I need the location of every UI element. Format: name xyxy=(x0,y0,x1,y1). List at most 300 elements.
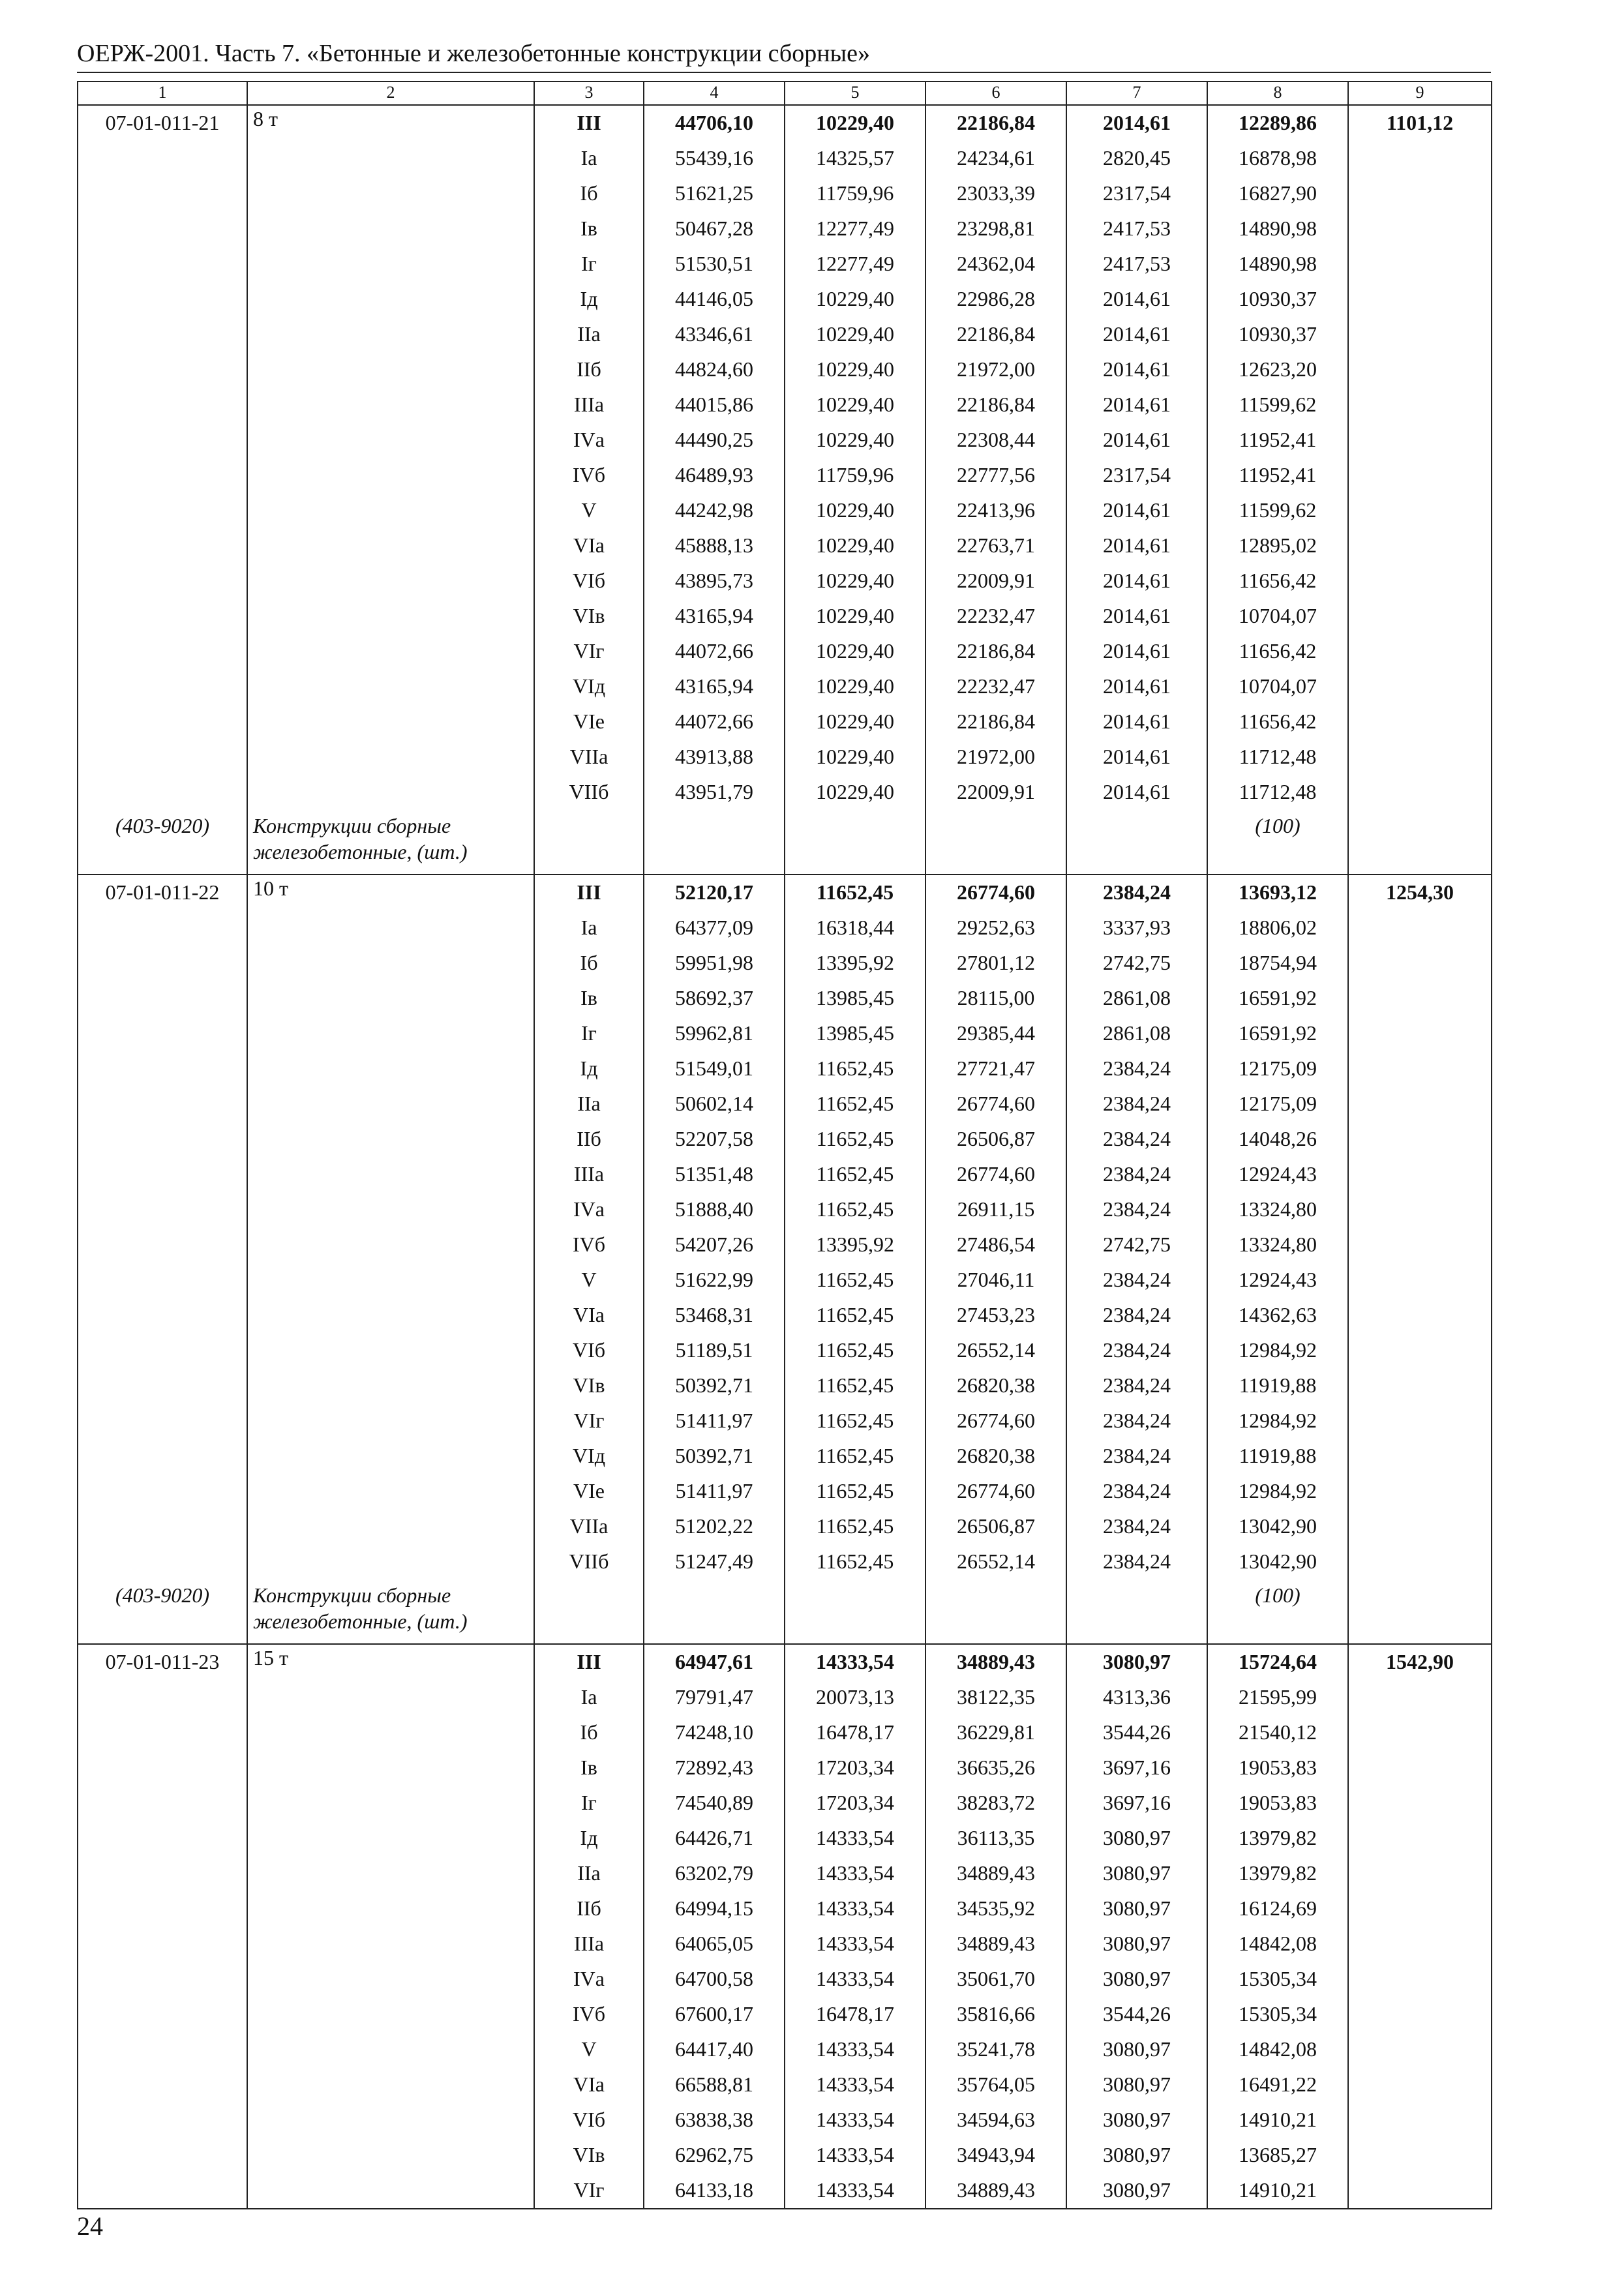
rate-code-cell xyxy=(78,1962,247,1997)
value-col-8: 11656,42 xyxy=(1207,634,1348,669)
zone-code: Iа xyxy=(534,910,644,946)
value-col-6: 35061,70 xyxy=(925,1962,1066,1997)
value-col-7: 4313,36 xyxy=(1066,1680,1207,1715)
col9-cell xyxy=(1348,2138,1492,2173)
zone-code: IIIа xyxy=(534,1157,644,1192)
rate-code-cell xyxy=(78,1227,247,1263)
rate-description-cell xyxy=(247,1051,534,1086)
rate-description-cell xyxy=(247,176,534,211)
value-col-7: 2317,54 xyxy=(1066,176,1207,211)
rate-code-cell xyxy=(78,2032,247,2067)
value-col-6: 34535,92 xyxy=(925,1891,1066,1926)
rate-code-cell xyxy=(78,1157,247,1192)
table-row xyxy=(78,946,1492,981)
col9-cell xyxy=(1348,775,1492,810)
zone-code: VIа xyxy=(534,528,644,563)
zone-code: III xyxy=(534,875,644,910)
col9-cell xyxy=(1348,1856,1492,1891)
value-col-4: 43165,94 xyxy=(644,599,785,634)
value-col-4: 72892,43 xyxy=(644,1750,785,1786)
zone-code: IIIа xyxy=(534,1926,644,1962)
empty-cell xyxy=(534,810,644,875)
rate-description-cell xyxy=(247,352,534,387)
table-row xyxy=(78,1227,1492,1263)
value-col-5: 14333,54 xyxy=(785,2138,925,2173)
table-row xyxy=(78,634,1492,669)
value-col-5: 11759,96 xyxy=(785,458,925,493)
table-body xyxy=(78,82,1492,2209)
column-number: 2 xyxy=(247,82,534,105)
value-col-8: 12289,86 xyxy=(1207,105,1348,141)
value-col-6: 22232,47 xyxy=(925,599,1066,634)
value-col-5: 16318,44 xyxy=(785,910,925,946)
zone-code: VIIб xyxy=(534,775,644,810)
value-col-6: 36113,35 xyxy=(925,1821,1066,1856)
value-col-8: 13324,80 xyxy=(1207,1227,1348,1263)
col9-cell xyxy=(1348,1403,1492,1439)
value-col-5: 10229,40 xyxy=(785,599,925,634)
value-col-6: 26911,15 xyxy=(925,1192,1066,1227)
page-header: ОЕРЖ-2001. Часть 7. «Бетонные и железобетонные конструкции сборные» xyxy=(77,40,870,67)
rate-code-cell xyxy=(78,1750,247,1786)
value-col-4: 64065,05 xyxy=(644,1926,785,1962)
value-col-5: 11652,45 xyxy=(785,1263,925,1298)
value-col-6: 22232,47 xyxy=(925,669,1066,704)
rate-code-cell xyxy=(78,1509,247,1544)
value-col-4: 64417,40 xyxy=(644,2032,785,2067)
zone-code: IIа xyxy=(534,1086,644,1122)
value-col-7: 2014,61 xyxy=(1066,563,1207,599)
value-col-7: 2384,24 xyxy=(1066,1403,1207,1439)
rate-description-cell xyxy=(247,528,534,563)
zone-code: VIIа xyxy=(534,740,644,775)
rate-description-cell xyxy=(247,1263,534,1298)
value-col-8: 14890,98 xyxy=(1207,211,1348,247)
value-col-4: 44490,25 xyxy=(644,423,785,458)
value-col-5: 13395,92 xyxy=(785,1227,925,1263)
table-row xyxy=(78,2102,1492,2138)
table-row xyxy=(78,458,1492,493)
value-col-5: 13985,45 xyxy=(785,1016,925,1051)
rate-description-cell xyxy=(247,1298,534,1333)
value-col-5: 10229,40 xyxy=(785,423,925,458)
col9-cell xyxy=(1348,1680,1492,1715)
rate-code-cell xyxy=(78,211,247,247)
value-col-6: 35816,66 xyxy=(925,1997,1066,2032)
value-col-5: 11652,45 xyxy=(785,1051,925,1086)
col9-cell xyxy=(1348,1891,1492,1926)
value-col-6: 34889,43 xyxy=(925,1644,1066,1680)
value-col-8: 21540,12 xyxy=(1207,1715,1348,1750)
zone-code: III xyxy=(534,1644,644,1680)
value-col-4: 51411,97 xyxy=(644,1403,785,1439)
rate-description-cell xyxy=(247,1368,534,1403)
value-col-8: 12984,92 xyxy=(1207,1474,1348,1509)
value-col-5: 10229,40 xyxy=(785,493,925,528)
value-col-8: 13979,82 xyxy=(1207,1856,1348,1891)
value-col-5: 11652,45 xyxy=(785,1333,925,1368)
value-col-8: 10930,37 xyxy=(1207,317,1348,352)
table-row xyxy=(78,599,1492,634)
rate-code-cell xyxy=(78,1997,247,2032)
value-col-4: 50392,71 xyxy=(644,1439,785,1474)
rate-description-cell xyxy=(247,1962,534,1997)
value-col-8: 11599,62 xyxy=(1207,493,1348,528)
rate-description-cell xyxy=(247,1474,534,1509)
rate-code-cell xyxy=(78,528,247,563)
rate-code-cell xyxy=(78,387,247,423)
value-col-8: 12895,02 xyxy=(1207,528,1348,563)
value-col-8: 16124,69 xyxy=(1207,1891,1348,1926)
table-row xyxy=(78,1086,1492,1122)
value-col-6: 35241,78 xyxy=(925,2032,1066,2067)
col9-cell xyxy=(1348,2102,1492,2138)
value-col-5: 11759,96 xyxy=(785,176,925,211)
value-col-8: 15724,64 xyxy=(1207,1644,1348,1680)
col9-cell xyxy=(1348,1544,1492,1579)
value-col-5: 11652,45 xyxy=(785,875,925,910)
value-col-6: 22308,44 xyxy=(925,423,1066,458)
table-row xyxy=(78,176,1492,211)
value-col-5: 14333,54 xyxy=(785,1891,925,1926)
resource-description: Конструкции сборные железобетонные, (шт.) xyxy=(247,1579,534,1644)
value-col-7: 3080,97 xyxy=(1066,2032,1207,2067)
col9-cell xyxy=(1348,563,1492,599)
rate-description-cell xyxy=(247,981,534,1016)
rate-code-cell xyxy=(78,1474,247,1509)
value-col-6: 26774,60 xyxy=(925,1086,1066,1122)
empty-cell xyxy=(925,1579,1066,1644)
value-col-8: 11656,42 xyxy=(1207,563,1348,599)
value-col-7: 2014,61 xyxy=(1066,528,1207,563)
col9-cell xyxy=(1348,1263,1492,1298)
zone-code: IVа xyxy=(534,1962,644,1997)
col9-cell xyxy=(1348,176,1492,211)
value-col-5: 14333,54 xyxy=(785,2173,925,2209)
value-col-6: 22763,71 xyxy=(925,528,1066,563)
col9-cell xyxy=(1348,1962,1492,1997)
rate-code-cell xyxy=(78,1715,247,1750)
zone-code: IVб xyxy=(534,458,644,493)
col9-cell xyxy=(1348,1474,1492,1509)
value-col-8: 11919,88 xyxy=(1207,1439,1348,1474)
table-row xyxy=(78,1997,1492,2032)
rate-description-cell xyxy=(247,1227,534,1263)
table-row xyxy=(78,704,1492,740)
value-col-8: 16591,92 xyxy=(1207,981,1348,1016)
rate-description-cell xyxy=(247,458,534,493)
value-col-4: 51888,40 xyxy=(644,1192,785,1227)
value-col-8: 13324,80 xyxy=(1207,1192,1348,1227)
value-col-7: 2384,24 xyxy=(1066,1298,1207,1333)
col9-cell xyxy=(1348,317,1492,352)
value-col-4: 44072,66 xyxy=(644,704,785,740)
rate-code-cell xyxy=(78,1856,247,1891)
value-col-4: 51411,97 xyxy=(644,1474,785,1509)
value-col-7: 3080,97 xyxy=(1066,2067,1207,2102)
table-row xyxy=(78,282,1492,317)
value-col-8: 14910,21 xyxy=(1207,2173,1348,2209)
zone-code: VIб xyxy=(534,563,644,599)
col9-cell xyxy=(1348,2173,1492,2209)
value-col-6: 22186,84 xyxy=(925,105,1066,141)
value-col-6: 29252,63 xyxy=(925,910,1066,946)
rate-description-cell xyxy=(247,1856,534,1891)
table-row xyxy=(78,1926,1492,1962)
rate-code: 07-01-011-21 xyxy=(78,105,247,141)
value-col-4: 63838,38 xyxy=(644,2102,785,2138)
col9-cell xyxy=(1348,1750,1492,1786)
rate-code-cell xyxy=(78,1086,247,1122)
value-col-5: 13395,92 xyxy=(785,946,925,981)
col9-cell xyxy=(1348,423,1492,458)
table-row xyxy=(78,1263,1492,1298)
value-col-8: 13042,90 xyxy=(1207,1544,1348,1579)
value-col-7: 3080,97 xyxy=(1066,1644,1207,1680)
value-col-6: 21972,00 xyxy=(925,740,1066,775)
value-col-6: 28115,00 xyxy=(925,981,1066,1016)
value-col-6: 26820,38 xyxy=(925,1439,1066,1474)
table-row xyxy=(78,105,1492,141)
zone-code: VIв xyxy=(534,599,644,634)
column-number: 6 xyxy=(925,82,1066,105)
value-col-9: 1254,30 xyxy=(1348,875,1492,910)
col9-cell xyxy=(1348,599,1492,634)
value-col-6: 26774,60 xyxy=(925,1157,1066,1192)
table-row xyxy=(78,1474,1492,1509)
value-col-9: 1101,12 xyxy=(1348,105,1492,141)
value-col-5: 12277,49 xyxy=(785,247,925,282)
value-col-7: 3337,93 xyxy=(1066,910,1207,946)
rate-description-cell xyxy=(247,247,534,282)
value-col-7: 2384,24 xyxy=(1066,1509,1207,1544)
table-row xyxy=(78,740,1492,775)
value-col-7: 2861,08 xyxy=(1066,1016,1207,1051)
col9-cell xyxy=(1348,1439,1492,1474)
value-col-6: 22009,91 xyxy=(925,563,1066,599)
value-col-4: 54207,26 xyxy=(644,1227,785,1263)
value-col-4: 51202,22 xyxy=(644,1509,785,1544)
value-col-6: 38283,72 xyxy=(925,1786,1066,1821)
resource-quantity: (100) xyxy=(1207,810,1348,875)
value-col-5: 12277,49 xyxy=(785,211,925,247)
col9-cell xyxy=(1348,247,1492,282)
column-number: 3 xyxy=(534,82,644,105)
value-col-4: 46489,93 xyxy=(644,458,785,493)
column-number-row xyxy=(78,82,1492,105)
col9-cell xyxy=(1348,2067,1492,2102)
value-col-6: 26774,60 xyxy=(925,1403,1066,1439)
table-row xyxy=(78,1122,1492,1157)
rate-code-cell xyxy=(78,910,247,946)
table-row xyxy=(78,2138,1492,2173)
rate-description-cell xyxy=(247,1403,534,1439)
table-row xyxy=(78,1368,1492,1403)
value-col-8: 11952,41 xyxy=(1207,423,1348,458)
value-col-5: 10229,40 xyxy=(785,634,925,669)
rate-code-cell xyxy=(78,946,247,981)
value-col-7: 3697,16 xyxy=(1066,1750,1207,1786)
table-row xyxy=(78,1856,1492,1891)
page-number: 24 xyxy=(77,2211,103,2241)
value-col-7: 2317,54 xyxy=(1066,458,1207,493)
table-row xyxy=(78,1509,1492,1544)
rate-code-cell xyxy=(78,2067,247,2102)
rate-code-cell xyxy=(78,493,247,528)
value-col-6: 27046,11 xyxy=(925,1263,1066,1298)
value-col-5: 17203,34 xyxy=(785,1786,925,1821)
table-row xyxy=(78,981,1492,1016)
value-col-4: 43346,61 xyxy=(644,317,785,352)
rate-description: 15 т xyxy=(247,1644,534,1680)
table-row xyxy=(78,247,1492,282)
value-col-4: 43951,79 xyxy=(644,775,785,810)
col9-cell xyxy=(1348,946,1492,981)
value-col-7: 2014,61 xyxy=(1066,317,1207,352)
value-col-7: 2014,61 xyxy=(1066,282,1207,317)
value-col-8: 18754,94 xyxy=(1207,946,1348,981)
value-col-4: 44072,66 xyxy=(644,634,785,669)
table-row xyxy=(78,775,1492,810)
value-col-8: 11656,42 xyxy=(1207,704,1348,740)
value-col-7: 3080,97 xyxy=(1066,1856,1207,1891)
rate-code-cell xyxy=(78,458,247,493)
value-col-5: 10229,40 xyxy=(785,563,925,599)
rate-description-cell xyxy=(247,1122,534,1157)
empty-cell xyxy=(1348,810,1492,875)
value-col-6: 34889,43 xyxy=(925,1856,1066,1891)
value-col-7: 3080,97 xyxy=(1066,1891,1207,1926)
resource-ref: (403-9020) xyxy=(78,810,247,875)
resource-quantity: (100) xyxy=(1207,1579,1348,1644)
rate-code-cell xyxy=(78,247,247,282)
rate-code-cell xyxy=(78,1368,247,1403)
value-col-5: 11652,45 xyxy=(785,1298,925,1333)
value-col-4: 64426,71 xyxy=(644,1821,785,1856)
value-col-6: 29385,44 xyxy=(925,1016,1066,1051)
value-col-4: 79791,47 xyxy=(644,1680,785,1715)
value-col-6: 22186,84 xyxy=(925,317,1066,352)
value-col-4: 66588,81 xyxy=(644,2067,785,2102)
value-col-8: 12175,09 xyxy=(1207,1086,1348,1122)
value-col-7: 2384,24 xyxy=(1066,1368,1207,1403)
value-col-8: 14842,08 xyxy=(1207,2032,1348,2067)
value-col-7: 2384,24 xyxy=(1066,1474,1207,1509)
value-col-7: 3544,26 xyxy=(1066,1997,1207,2032)
value-col-5: 14333,54 xyxy=(785,1644,925,1680)
rate-description-cell xyxy=(247,1997,534,2032)
column-number: 9 xyxy=(1348,82,1492,105)
value-col-8: 11919,88 xyxy=(1207,1368,1348,1403)
table-row xyxy=(78,387,1492,423)
value-col-6: 26774,60 xyxy=(925,875,1066,910)
rate-description-cell xyxy=(247,2173,534,2209)
value-col-5: 10229,40 xyxy=(785,105,925,141)
value-col-6: 22777,56 xyxy=(925,458,1066,493)
col9-cell xyxy=(1348,282,1492,317)
zone-code: Iа xyxy=(534,141,644,176)
rate-code-cell xyxy=(78,423,247,458)
rate-code-cell xyxy=(78,2102,247,2138)
value-col-5: 11652,45 xyxy=(785,1086,925,1122)
rate-description-cell xyxy=(247,1786,534,1821)
table-row xyxy=(78,875,1492,910)
col9-cell xyxy=(1348,493,1492,528)
value-col-6: 22009,91 xyxy=(925,775,1066,810)
value-col-5: 10229,40 xyxy=(785,387,925,423)
rate-code-cell xyxy=(78,634,247,669)
zone-code: Iв xyxy=(534,981,644,1016)
zone-code: IIа xyxy=(534,317,644,352)
rate-code-cell xyxy=(78,669,247,704)
value-col-4: 51247,49 xyxy=(644,1544,785,1579)
rate-description-cell xyxy=(247,317,534,352)
value-col-4: 64947,61 xyxy=(644,1644,785,1680)
zone-code: V xyxy=(534,493,644,528)
rate-code-cell xyxy=(78,1333,247,1368)
value-col-7: 2820,45 xyxy=(1066,141,1207,176)
value-col-7: 3080,97 xyxy=(1066,2138,1207,2173)
value-col-5: 10229,40 xyxy=(785,740,925,775)
value-col-8: 15305,34 xyxy=(1207,1962,1348,1997)
rate-description-cell xyxy=(247,910,534,946)
value-col-4: 51621,25 xyxy=(644,176,785,211)
value-col-4: 64700,58 xyxy=(644,1962,785,1997)
table-row xyxy=(78,1680,1492,1715)
value-col-7: 2742,75 xyxy=(1066,946,1207,981)
table-row xyxy=(78,1786,1492,1821)
rate-description-cell xyxy=(247,1544,534,1579)
rate-description-cell xyxy=(247,599,534,634)
col9-cell xyxy=(1348,740,1492,775)
value-col-4: 43165,94 xyxy=(644,669,785,704)
value-col-4: 64377,09 xyxy=(644,910,785,946)
zone-code: VIе xyxy=(534,704,644,740)
column-number: 7 xyxy=(1066,82,1207,105)
value-col-5: 11652,45 xyxy=(785,1403,925,1439)
value-col-6: 22186,84 xyxy=(925,634,1066,669)
value-col-8: 10704,07 xyxy=(1207,669,1348,704)
table-row xyxy=(78,352,1492,387)
rate-description-cell xyxy=(247,634,534,669)
rate-code-cell xyxy=(78,2173,247,2209)
empty-cell xyxy=(644,810,785,875)
rate-code-cell xyxy=(78,1439,247,1474)
value-col-4: 53468,31 xyxy=(644,1298,785,1333)
value-col-8: 19053,83 xyxy=(1207,1750,1348,1786)
rate-description-cell xyxy=(247,282,534,317)
value-col-5: 11652,45 xyxy=(785,1368,925,1403)
value-col-7: 2384,24 xyxy=(1066,1333,1207,1368)
table-row xyxy=(78,1333,1492,1368)
col9-cell xyxy=(1348,1786,1492,1821)
col9-cell xyxy=(1348,387,1492,423)
value-col-8: 19053,83 xyxy=(1207,1786,1348,1821)
column-number: 4 xyxy=(644,82,785,105)
value-col-7: 2861,08 xyxy=(1066,981,1207,1016)
zone-code: Iв xyxy=(534,1750,644,1786)
empty-cell xyxy=(1066,1579,1207,1644)
value-col-5: 16478,17 xyxy=(785,1997,925,2032)
rate-description-cell xyxy=(247,2032,534,2067)
rate-description-cell xyxy=(247,1333,534,1368)
value-col-6: 22413,96 xyxy=(925,493,1066,528)
rate-description-cell xyxy=(247,2138,534,2173)
table-row xyxy=(78,563,1492,599)
value-col-7: 2014,61 xyxy=(1066,352,1207,387)
value-col-4: 52120,17 xyxy=(644,875,785,910)
zone-code: VIг xyxy=(534,1403,644,1439)
